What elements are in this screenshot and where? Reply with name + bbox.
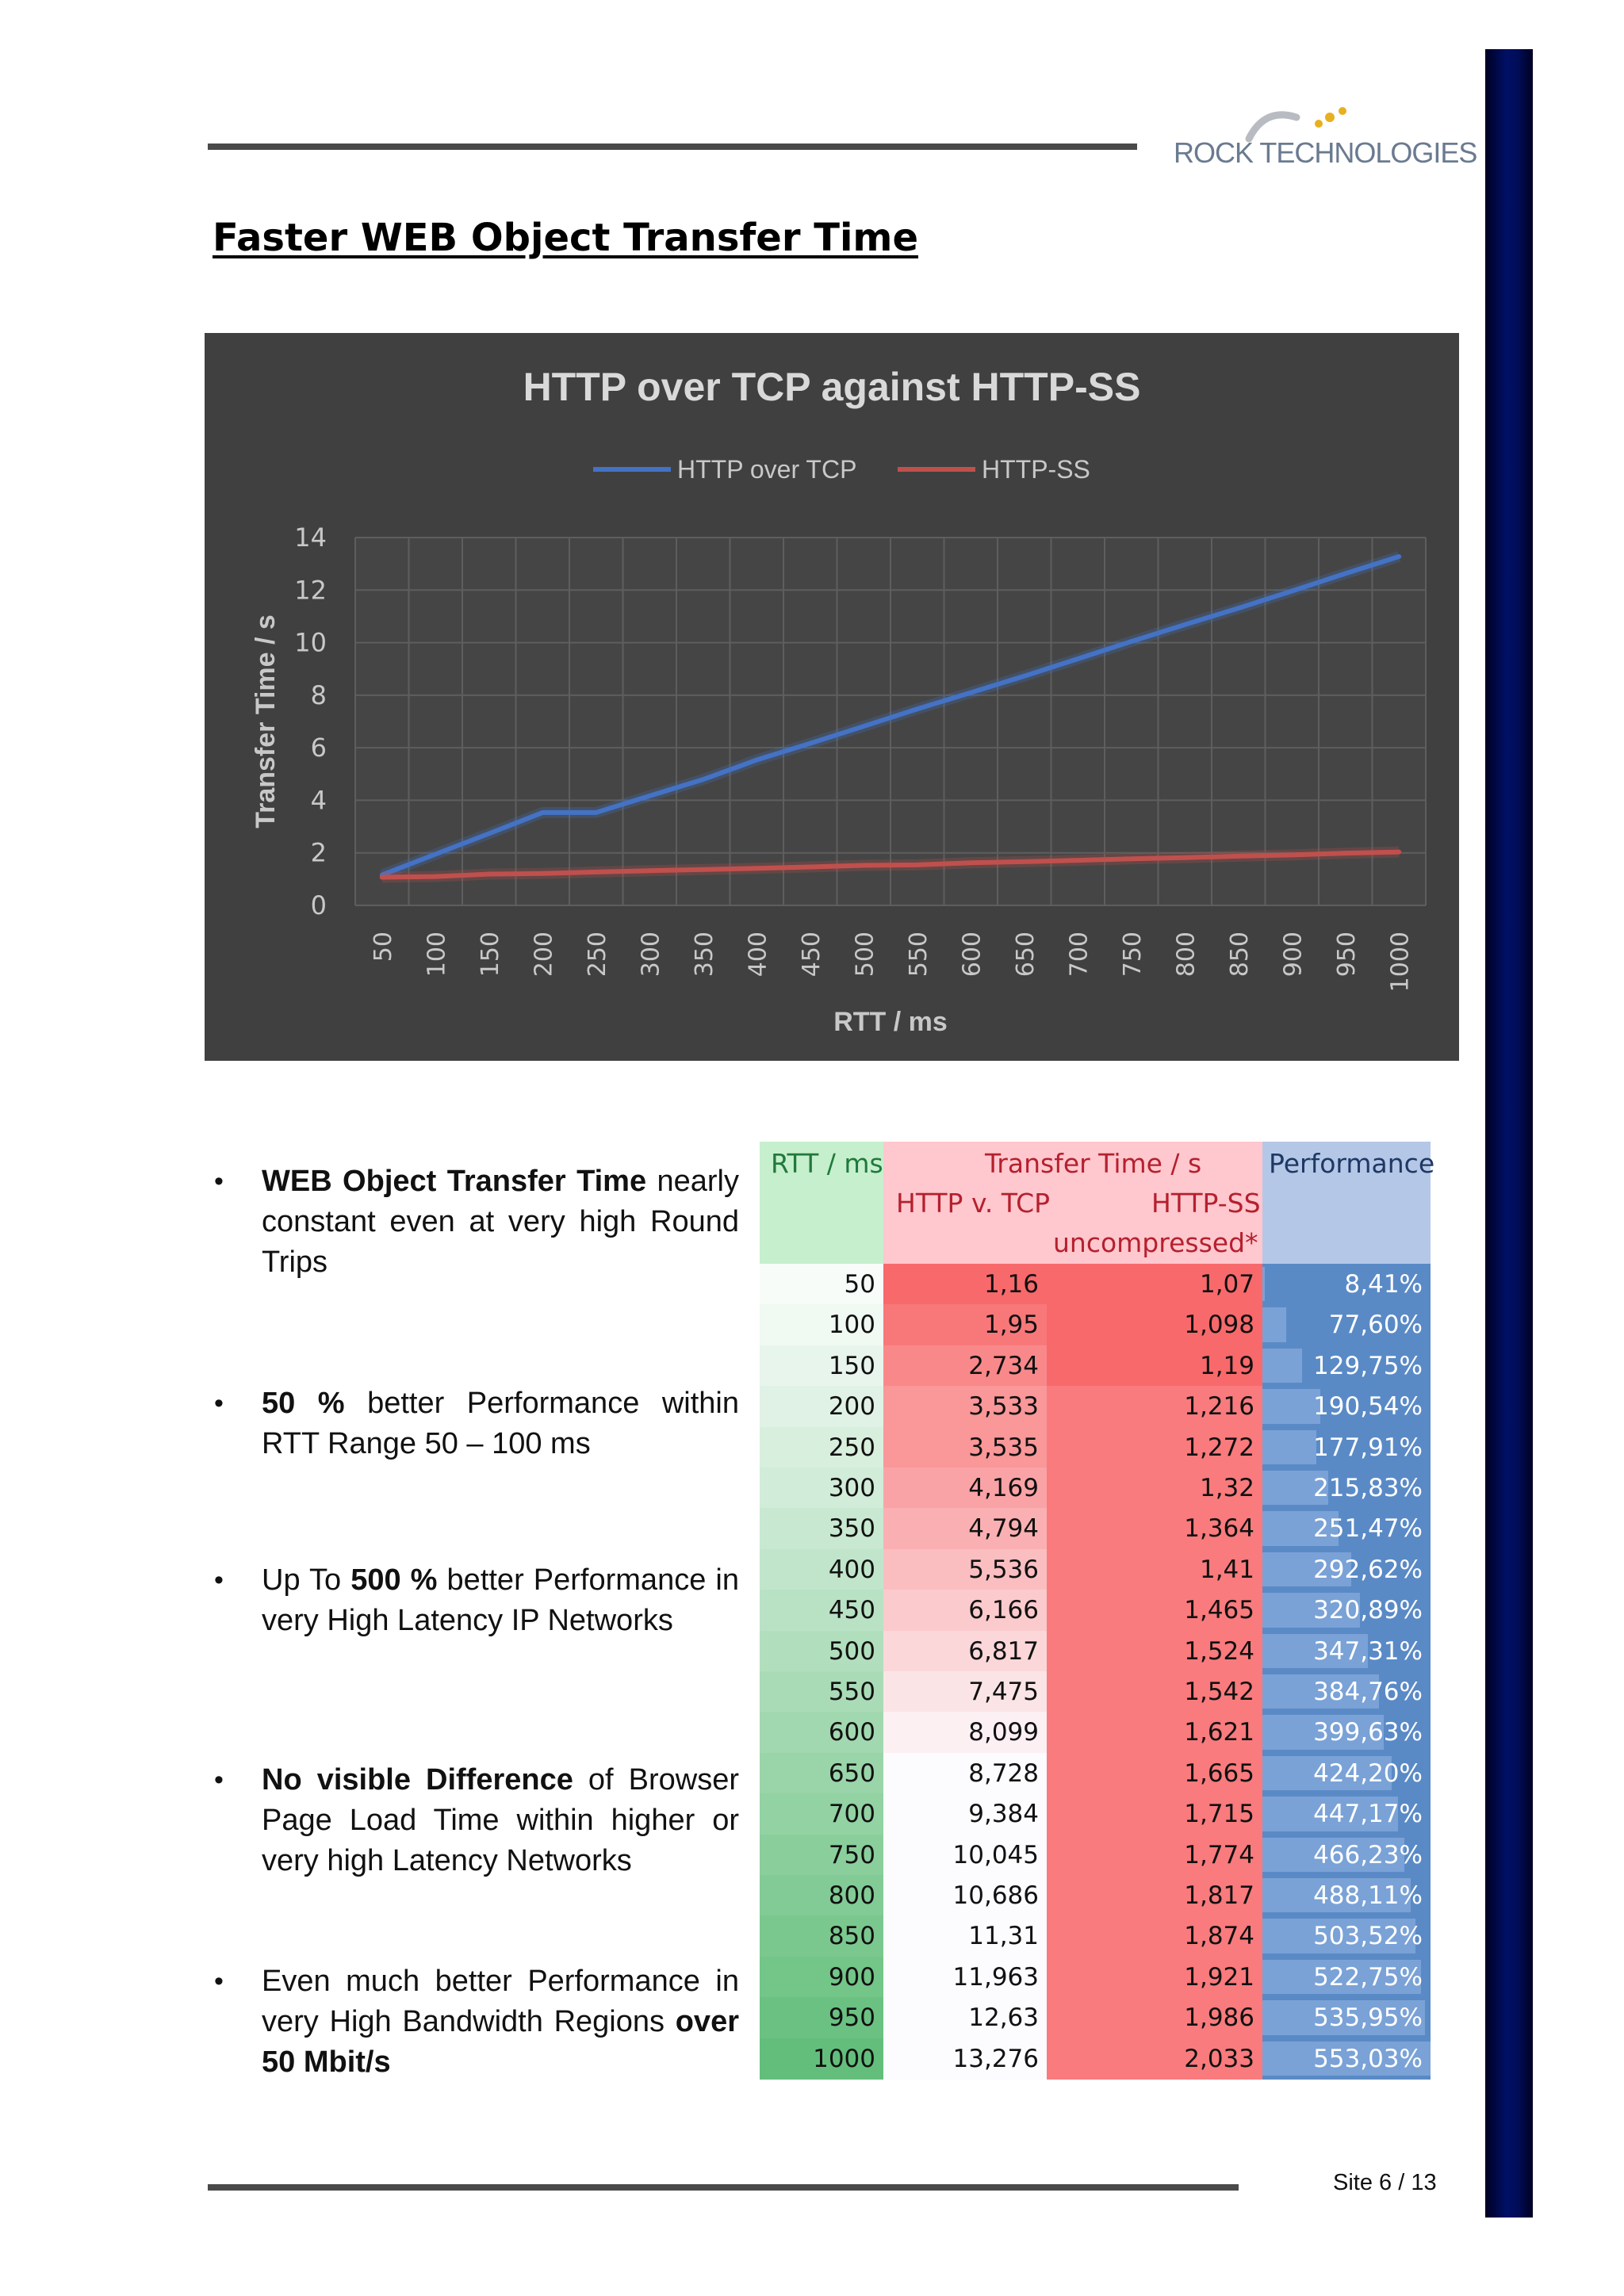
x-tick-label: 1000 xyxy=(1386,932,1415,993)
x-tick-label: 900 xyxy=(1279,932,1308,978)
table-cell-http-tcp: 3,535 xyxy=(883,1427,1047,1468)
table-cell-http-tcp: 5,536 xyxy=(883,1549,1047,1590)
table-cell-http-ss: 1,715 xyxy=(1047,1793,1262,1835)
y-tick-label: 14 xyxy=(294,522,327,553)
logo-wordmark: ROCK TECHNOLOGIES xyxy=(1174,136,1477,169)
legend-label: HTTP-SS xyxy=(982,455,1090,484)
y-tick-label: 2 xyxy=(310,837,327,868)
table-cell-rtt: 700 xyxy=(760,1793,883,1835)
table-cell-rtt: 500 xyxy=(760,1631,883,1672)
table-cell-http-tcp: 7,475 xyxy=(883,1671,1047,1712)
header-performance: Performance xyxy=(1269,1148,1435,1179)
table-cell-performance: 553,03% xyxy=(1313,2044,1423,2073)
bullet-emphasis: 50 % xyxy=(262,1387,345,1420)
table-cell-http-ss: 1,41 xyxy=(1047,1549,1262,1590)
bullet-fragment: Up To xyxy=(262,1563,351,1597)
table-cell-http-ss: 1,098 xyxy=(1047,1304,1262,1345)
table-cell-rtt: 850 xyxy=(760,1915,883,1957)
table-cell-rtt: 650 xyxy=(760,1753,883,1794)
bullet-text xyxy=(262,1961,739,2083)
bullet-fragment: Even much better Performance in very High Bandwidth Regions xyxy=(262,1965,739,2038)
table-cell-performance: 424,20% xyxy=(1313,1758,1423,1788)
table-cell-rtt: 250 xyxy=(760,1427,883,1468)
table-cell-rtt: 750 xyxy=(760,1835,883,1876)
bullet-item xyxy=(208,1383,739,1464)
table-cell-rtt: 300 xyxy=(760,1468,883,1509)
bullet-dot-icon: • xyxy=(214,1388,224,1418)
x-tick-label: 150 xyxy=(476,932,504,978)
bullet-item xyxy=(208,1161,739,1283)
header-http-ss: HTTP-SS xyxy=(1151,1188,1261,1219)
bullet-emphasis: 500 % xyxy=(350,1563,438,1597)
y-tick-label: 4 xyxy=(310,785,327,816)
table-cell-http-tcp: 3,533 xyxy=(883,1386,1047,1427)
x-tick-label: 550 xyxy=(904,932,933,978)
table-cell-performance: 466,23% xyxy=(1313,1840,1423,1869)
table-cell-rtt: 550 xyxy=(760,1671,883,1712)
table-cell-http-ss: 1,874 xyxy=(1047,1915,1262,1957)
table-cell-http-tcp: 8,728 xyxy=(883,1753,1047,1794)
table-cell-http-tcp: 2,734 xyxy=(883,1345,1047,1387)
company-logo xyxy=(1174,95,1477,182)
table-cell-performance: 215,83% xyxy=(1313,1474,1423,1502)
table-cell-http-ss: 1,364 xyxy=(1047,1508,1262,1549)
bullet-fragment: better Performance within RTT Range 50 – 100 ms xyxy=(262,1387,739,1460)
page-number: Site 6 / 13 xyxy=(1333,2170,1437,2195)
table-cell-http-ss: 1,272 xyxy=(1047,1427,1262,1468)
table-cell-rtt: 200 xyxy=(760,1386,883,1427)
table-cell-performance: 129,75% xyxy=(1313,1351,1423,1380)
table-cell-http-ss: 1,665 xyxy=(1047,1753,1262,1794)
table-cell-performance: 384,76% xyxy=(1313,1678,1423,1706)
table-cell-performance: 251,47% xyxy=(1313,1514,1423,1544)
page-title: Faster WEB Object Transfer Time xyxy=(213,216,918,260)
table-cell-rtt: 600 xyxy=(760,1712,883,1753)
table-cell-http-ss: 1,465 xyxy=(1047,1590,1262,1631)
table-cell-http-ss: 1,07 xyxy=(1047,1264,1262,1305)
table-cell-rtt: 50 xyxy=(760,1264,883,1305)
chart-canvas xyxy=(205,333,1459,1061)
x-tick-label: 650 xyxy=(1011,932,1040,978)
table-cell-performance: 347,31% xyxy=(1313,1636,1423,1666)
table-cell-http-tcp: 1,16 xyxy=(883,1264,1047,1305)
x-tick-label: 800 xyxy=(1172,932,1201,978)
table-cell-http-ss: 1,817 xyxy=(1047,1875,1262,1916)
table-cell-http-tcp: 9,384 xyxy=(883,1793,1047,1835)
bullet-dot-icon: • xyxy=(214,1166,224,1196)
y-axis-label: Transfer Time / s xyxy=(251,614,281,828)
table-cell-http-tcp: 6,817 xyxy=(883,1631,1047,1672)
table-cell-http-tcp: 8,099 xyxy=(883,1712,1047,1753)
table-cell-performance: 522,75% xyxy=(1313,1962,1423,1992)
table-cell-performance: 77,60% xyxy=(1328,1311,1423,1340)
y-tick-label: 6 xyxy=(310,733,327,763)
table-cell-http-ss: 1,774 xyxy=(1047,1835,1262,1876)
table-cell-http-ss: 1,216 xyxy=(1047,1386,1262,1427)
footer-rule xyxy=(208,2184,1239,2191)
y-tick-label: 8 xyxy=(310,679,327,710)
header-rtt: RTT / ms xyxy=(771,1148,883,1179)
table-cell-http-tcp: 1,95 xyxy=(883,1304,1047,1345)
transfer-time-chart xyxy=(205,333,1459,1061)
y-tick-label: 0 xyxy=(310,890,327,920)
bullet-fragment: of Browser Page Load Time within higher or very high Latency Networks xyxy=(262,1763,740,1877)
bullet-dot-icon: • xyxy=(214,1565,224,1595)
table-cell-http-tcp: 10,686 xyxy=(883,1875,1047,1916)
x-axis-label: RTT / ms xyxy=(833,1007,948,1037)
table-cell-http-ss: 1,19 xyxy=(1047,1345,1262,1387)
bullet-dot-icon: • xyxy=(214,1765,224,1795)
table-cell-rtt: 900 xyxy=(760,1957,883,1998)
side-decoration-bar xyxy=(1485,49,1533,2218)
y-tick-label: 10 xyxy=(294,627,327,658)
header-http-ss-sub: uncompressed* xyxy=(1053,1227,1258,1258)
bullet-emphasis: WEB Object Transfer Time xyxy=(262,1165,647,1198)
x-tick-label: 250 xyxy=(583,932,611,978)
table-cell-http-tcp: 11,31 xyxy=(883,1915,1047,1957)
x-tick-label: 450 xyxy=(797,932,825,978)
table-cell-rtt: 100 xyxy=(760,1304,883,1345)
x-tick-label: 600 xyxy=(958,932,986,978)
x-tick-label: 350 xyxy=(690,932,718,978)
bullet-text xyxy=(262,1760,739,1881)
bullet-emphasis: No visible Difference xyxy=(262,1763,573,1797)
x-tick-label: 100 xyxy=(423,932,451,978)
table-cell-http-tcp: 10,045 xyxy=(883,1835,1047,1876)
chart-title: HTTP over TCP against HTTP-SS xyxy=(523,365,1141,409)
table-cell-performance: 320,89% xyxy=(1313,1596,1423,1625)
table-cell-rtt: 1000 xyxy=(760,2038,883,2080)
x-tick-label: 50 xyxy=(369,932,397,962)
bullet-item xyxy=(208,1961,739,2083)
bullet-text xyxy=(262,1161,739,1283)
x-tick-label: 750 xyxy=(1118,932,1147,978)
x-tick-label: 700 xyxy=(1065,932,1094,978)
x-tick-label: 300 xyxy=(637,932,665,978)
performance-table xyxy=(760,1142,1435,2079)
table-cell-performance: 447,17% xyxy=(1313,1800,1423,1829)
bullet-fragment: nearly constant even at very high Round Trips xyxy=(262,1165,739,1279)
header-rule xyxy=(208,144,1137,150)
table-cell-http-ss: 1,542 xyxy=(1047,1671,1262,1712)
bullet-dot-icon: • xyxy=(214,1966,224,1996)
table-cell-performance: 292,62% xyxy=(1313,1555,1423,1584)
table-cell-http-ss: 1,921 xyxy=(1047,1957,1262,1998)
bullet-text xyxy=(262,1560,739,1641)
table-cell-http-tcp: 6,166 xyxy=(883,1590,1047,1631)
table-cell-performance: 177,91% xyxy=(1313,1433,1423,1462)
table-cell-http-tcp: 4,794 xyxy=(883,1508,1047,1549)
table-cell-http-ss: 1,986 xyxy=(1047,1997,1262,2038)
table-cell-rtt: 800 xyxy=(760,1875,883,1916)
table-cell-rtt: 400 xyxy=(760,1549,883,1590)
table-cell-http-tcp: 11,963 xyxy=(883,1957,1047,1998)
y-tick-label: 12 xyxy=(294,575,327,606)
table-cell-performance: 503,52% xyxy=(1313,1922,1423,1951)
table-cell-http-ss: 1,621 xyxy=(1047,1712,1262,1753)
table-cell-rtt: 450 xyxy=(760,1590,883,1631)
bullet-emphasis: over 50 Mbit/s xyxy=(262,2005,739,2079)
x-tick-label: 400 xyxy=(744,932,772,978)
table-cell-http-tcp: 13,276 xyxy=(883,2038,1047,2080)
table-cell-rtt: 350 xyxy=(760,1508,883,1549)
x-tick-label: 950 xyxy=(1332,932,1361,978)
table-cell-performance: 190,54% xyxy=(1313,1392,1423,1422)
x-tick-label: 200 xyxy=(530,932,558,978)
table-cell-http-tcp: 12,63 xyxy=(883,1997,1047,2038)
table-cell-performance: 488,11% xyxy=(1313,1881,1423,1910)
table-cell-performance: 399,63% xyxy=(1313,1718,1423,1747)
bullet-text xyxy=(262,1383,739,1464)
table-cell-http-ss: 2,033 xyxy=(1047,2038,1262,2080)
table-cell-performance: 535,95% xyxy=(1313,2003,1423,2033)
x-tick-label: 850 xyxy=(1225,932,1254,978)
bullet-item xyxy=(208,1760,739,1881)
header-http-tcp: HTTP v. TCP xyxy=(896,1188,1051,1219)
table-cell-http-tcp: 4,169 xyxy=(883,1468,1047,1509)
table-cell-http-ss: 1,524 xyxy=(1047,1631,1262,1672)
table-cell-performance: 8,41% xyxy=(1344,1270,1423,1299)
header-transfer-time: Transfer Time / s xyxy=(985,1148,1202,1179)
table-cell-rtt: 150 xyxy=(760,1345,883,1387)
bullet-fragment: better Performance in very High Latency IP Networks xyxy=(262,1563,739,1637)
legend-label: HTTP over TCP xyxy=(677,455,857,484)
table-cell-http-ss: 1,32 xyxy=(1047,1468,1262,1509)
bullet-item xyxy=(208,1560,739,1641)
x-tick-label: 500 xyxy=(851,932,879,978)
table-cell-rtt: 950 xyxy=(760,1997,883,2038)
